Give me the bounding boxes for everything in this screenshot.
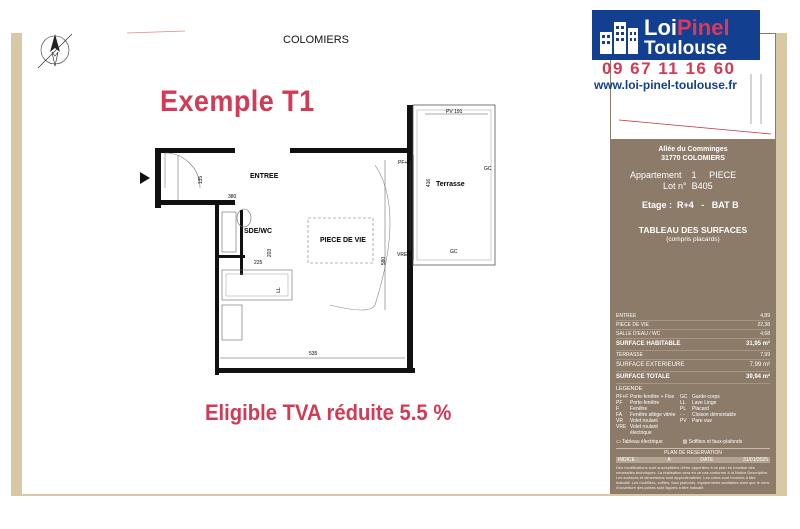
page-title: Exemple T1 [160,85,315,118]
code-pf: PF+F [398,160,411,166]
row-label: TERRASSE [616,352,643,358]
legend-code [680,424,692,436]
table-row [616,339,770,351]
room-entree-label: ENTREE [250,173,279,180]
row-value: 4,68 [760,331,770,337]
row-label: ENTREE [616,313,637,319]
lot-label: Lot n° [663,181,687,191]
index-date-row [616,457,770,463]
dim-191-value: 191 [454,109,463,115]
row-value: 31,95 m² [745,341,770,347]
legend-code: LL [680,400,686,406]
electrical-panel-legend: ▭ Tableau électrique [616,439,663,445]
apt-num: 1 [691,170,697,180]
row-label: PIECE DE VIE [616,322,649,328]
lot-value: B405 [691,181,713,191]
legend-desc: Placard [692,406,709,412]
table-row [616,351,770,360]
room-piece-label: PIECE DE VIE [320,237,366,244]
brand-logo[interactable] [592,10,760,60]
legend-title: LEGENDE [616,386,643,392]
row-label: SURFACE EXTERIEURE [616,362,685,368]
frame-bottom-border [11,494,787,496]
surfaces-table [616,312,770,384]
indice-label: INDICE : [618,457,638,463]
dim-225: 225 [254,260,263,266]
logo-pinel: Pinel [677,15,730,40]
row-value: 7,99 [760,352,770,358]
row-label: SALLE D'EAU / WC [616,331,661,337]
room-sde-label: SDE/WC [244,228,272,235]
address [610,145,776,163]
legend-code: VRE [616,424,627,430]
legend-desc: Porte-fenêtre + Fixe [630,394,675,400]
legend-extras [616,439,772,445]
tva-tagline: Eligible TVA réduite 5.5 % [205,400,452,425]
legend-code: - - [680,412,685,418]
soffit-legend: ▨ Soffites et faux-plafonds [682,439,743,445]
disclaimer-notes: Des modifications sont susceptibles d'être apportées à ce plan en fonction des nécessités techniques. La réalisation sera en ce cas conforme à la Notice Descriptive. Les surfaces et dimensions sont approximatives. Les cotes sont fournies à titre indicatif. Les mobiliers, sofites, faux plafonds, équipements sanitaires ainsi que le sens d'ouverture des portes sont figurés à titre indicatif. [616,465,770,490]
address-line2: 31770 COLOMIERS [661,155,725,162]
indice-value: A [667,457,671,463]
city-header: COLOMIERS [283,34,350,46]
row-value: 7,99 m² [749,362,770,368]
legend-code: PF+F [616,394,629,400]
legend-code: FA [616,412,623,418]
frame-right-border [776,33,787,496]
legend-code: PL [680,406,687,412]
dim-380: 380 [228,194,237,200]
dim-416: 416 [426,178,433,188]
legend-code: VR [616,418,623,424]
address-line1: Allée du Comminges [658,146,728,153]
legend-grid [616,394,772,436]
legend-desc: Volet roulant [630,418,658,424]
legend-desc: Porte-fenêtre [630,400,660,406]
bat-value: BAT B [711,200,739,210]
north-arrow-icon [30,28,80,83]
surfaces-title: TABLEAU DES SURFACES [638,225,748,235]
logo-line2: Toulouse [644,38,728,59]
red-mark [127,28,187,36]
code-gc-2: GC [450,249,458,255]
table-row [616,372,770,384]
apt-label: Appartement [630,170,682,180]
table-row [616,321,770,330]
legend-code: PV [680,418,687,424]
date-label: DATE [700,457,714,463]
legend-code: PF [616,400,623,406]
building-icon [598,18,640,54]
plan-reservation-label: PLAN DE RESERVATION [616,448,770,457]
table-row [616,312,770,321]
legend-code: GC [680,394,688,400]
logo-loi: Loi [644,15,677,40]
legend-code: F [616,406,620,412]
legend-desc: Volet roulant électrique [630,424,658,436]
etage-label: Etage : [642,200,673,210]
apt-type: PIECE [709,170,737,180]
legend-desc: Fenêtre [630,406,648,412]
room-terrasse-label: Terrasse [436,181,465,188]
legend-extra2-text: Soffites et faux-plafonds [688,439,743,445]
dim-535: 535 [309,351,318,357]
legend-desc: Cloison démontable [692,412,737,418]
legend [616,386,772,445]
row-value: 39,94 m² [745,374,770,380]
legend-extra1-text: Tableau électrique [622,439,663,445]
table-row [616,360,770,372]
legend-desc: Lave Linge [692,400,717,406]
row-label: SURFACE HABITABLE [616,341,681,347]
dim-203: 203 [267,248,274,258]
etage-value: R+4 [677,200,694,210]
code-vre: VRE [397,252,408,258]
code-pv: PV [446,109,453,115]
dim-135: 135 [198,175,205,185]
legend-desc: Fenêtre allège vitrée [630,412,676,418]
surfaces-subtitle: (compris placards) [666,236,720,243]
dim-191 [446,109,462,115]
floor-info: Etage : R+4 - BAT B [642,200,739,210]
dim-580: 580 [381,256,388,266]
legend-desc [692,424,752,436]
legend-desc: Pare vue [692,418,713,424]
row-label: SURFACE TOTALE [616,374,670,380]
frame-left-border [11,33,22,496]
apartment-info [630,170,736,192]
code-ll: LL [275,287,282,293]
website-link[interactable]: www.loi-pinel-toulouse.fr [594,78,737,92]
legend-desc: Garde-corps [692,394,720,400]
phone-number[interactable]: 09 67 11 16 60 [602,59,736,78]
code-gc-1: GC [484,166,492,172]
row-value: 22,38 [757,322,770,328]
date-value: 31/01/2025 [742,457,768,463]
info-panel [610,140,776,494]
table-row [616,330,770,339]
row-value: 4,89 [760,313,770,319]
